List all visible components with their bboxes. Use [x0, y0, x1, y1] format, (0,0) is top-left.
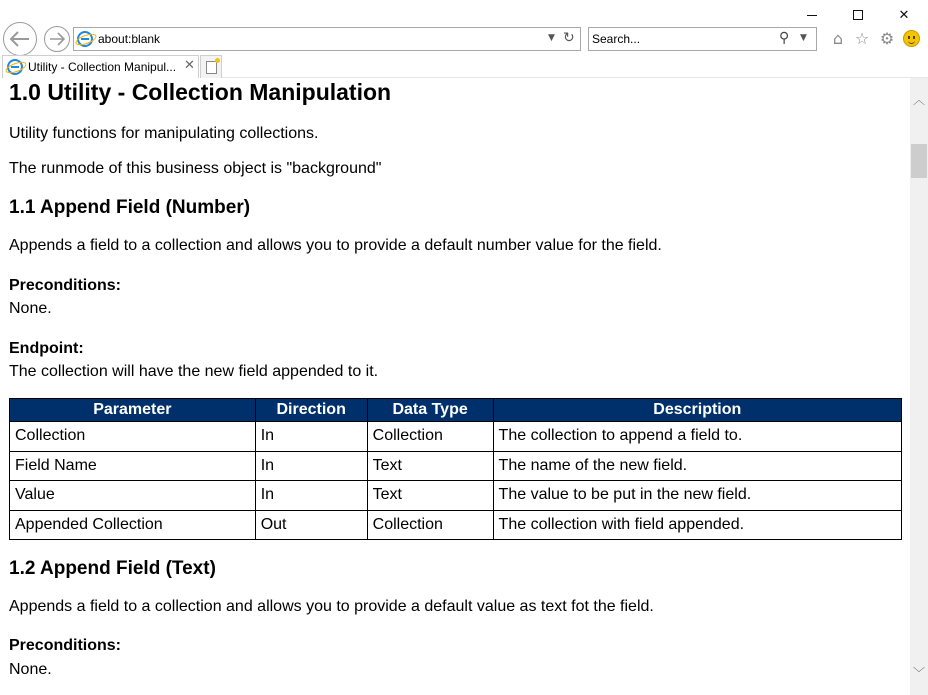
table-cell: Text — [367, 481, 493, 511]
table-row — [10, 451, 902, 481]
scroll-down-icon[interactable]: ﹀ — [912, 665, 925, 680]
maximize-button[interactable] — [835, 4, 881, 26]
scroll-thumb[interactable] — [911, 144, 927, 178]
back-arrow-icon — [9, 30, 31, 48]
back-button[interactable] — [3, 22, 37, 56]
maximize-icon — [853, 10, 863, 20]
preconditions-label: Preconditions: — [9, 277, 122, 294]
table-cell: Value — [10, 481, 256, 511]
new-tab-button[interactable] — [200, 55, 222, 78]
scroll-up-icon[interactable]: ︿ — [912, 92, 925, 107]
table-cell: In — [255, 451, 367, 481]
tab-close-icon[interactable]: ✕ — [184, 58, 195, 73]
browser-tab-active[interactable] — [2, 55, 199, 78]
column-header: Direction — [255, 399, 367, 422]
browser-chrome — [0, 0, 928, 78]
vertical-scrollbar[interactable] — [910, 78, 928, 695]
tab-title: Utility - Collection Manipul... — [28, 60, 177, 74]
refresh-icon[interactable]: ↻ — [563, 30, 575, 46]
table-row — [10, 422, 902, 452]
column-header: Description — [493, 399, 901, 422]
table-cell: The name of the new field. — [493, 451, 901, 481]
feedback-smiley-icon[interactable] — [901, 28, 921, 48]
table-cell: The value to be put in the new field. — [493, 481, 901, 511]
table-cell: The collection with field appended. — [493, 510, 901, 540]
preconditions-text: None. — [9, 661, 52, 678]
table-cell: Field Name — [10, 451, 256, 481]
section-heading: 1.1 Append Field (Number) — [9, 197, 251, 218]
table-cell: In — [255, 481, 367, 511]
close-button[interactable] — [881, 4, 927, 26]
address-bar[interactable] — [73, 27, 581, 51]
new-tab-icon — [206, 61, 217, 74]
runmode-text: The runmode of this business object is "background" — [9, 160, 382, 177]
close-icon: ✕ — [898, 7, 910, 23]
endpoint-text: The collection will have the new field appended to it. — [9, 363, 379, 380]
table-cell: In — [255, 422, 367, 452]
preconditions-label: Preconditions: — [9, 637, 122, 654]
page-title: 1.0 Utility - Collection Manipulation — [9, 79, 392, 105]
address-dropdown-icon[interactable]: ▼ — [548, 33, 555, 43]
page-content — [0, 78, 910, 695]
endpoint-label: Endpoint: — [9, 340, 84, 357]
section-description: Appends a field to a collection and allows you to provide a default value as text fot the field. — [9, 598, 654, 615]
column-header: Parameter — [10, 399, 256, 422]
forward-button[interactable] — [44, 26, 70, 52]
minimize-button[interactable] — [789, 4, 835, 26]
gear-icon[interactable]: ⚙ — [879, 28, 895, 48]
forward-arrow-icon — [49, 32, 65, 46]
table-cell: Appended Collection — [10, 510, 256, 540]
table-row — [10, 481, 902, 511]
preconditions-text: None. — [9, 300, 52, 317]
parameters-table — [9, 398, 902, 540]
home-icon[interactable]: ⌂ — [832, 28, 844, 48]
tab-ie-icon — [7, 59, 23, 75]
table-cell: Collection — [10, 422, 256, 452]
table-row — [10, 510, 902, 540]
favorites-star-icon[interactable]: ☆ — [854, 28, 870, 48]
minimize-icon — [807, 15, 817, 16]
table-cell: The collection to append a field to. — [493, 422, 901, 452]
ie-page-icon — [77, 31, 93, 47]
search-dropdown-icon[interactable]: ▼ — [800, 33, 807, 43]
section-heading: 1.2 Append Field (Text) — [9, 558, 216, 579]
section-description: Appends a field to a collection and allows you to provide a default number value for the field. — [9, 237, 662, 254]
search-box[interactable] — [588, 27, 817, 51]
column-header: Data Type — [367, 399, 493, 422]
table-cell: Collection — [367, 510, 493, 540]
table-header-row — [10, 399, 902, 422]
intro-text: Utility functions for manipulating collections. — [9, 125, 319, 142]
table-cell: Collection — [367, 422, 493, 452]
search-input[interactable] — [592, 31, 772, 47]
table-cell: Out — [255, 510, 367, 540]
table-cell: Text — [367, 451, 493, 481]
address-url[interactable]: about:blank — [98, 32, 161, 46]
search-icon[interactable]: ⚲ — [779, 30, 790, 46]
